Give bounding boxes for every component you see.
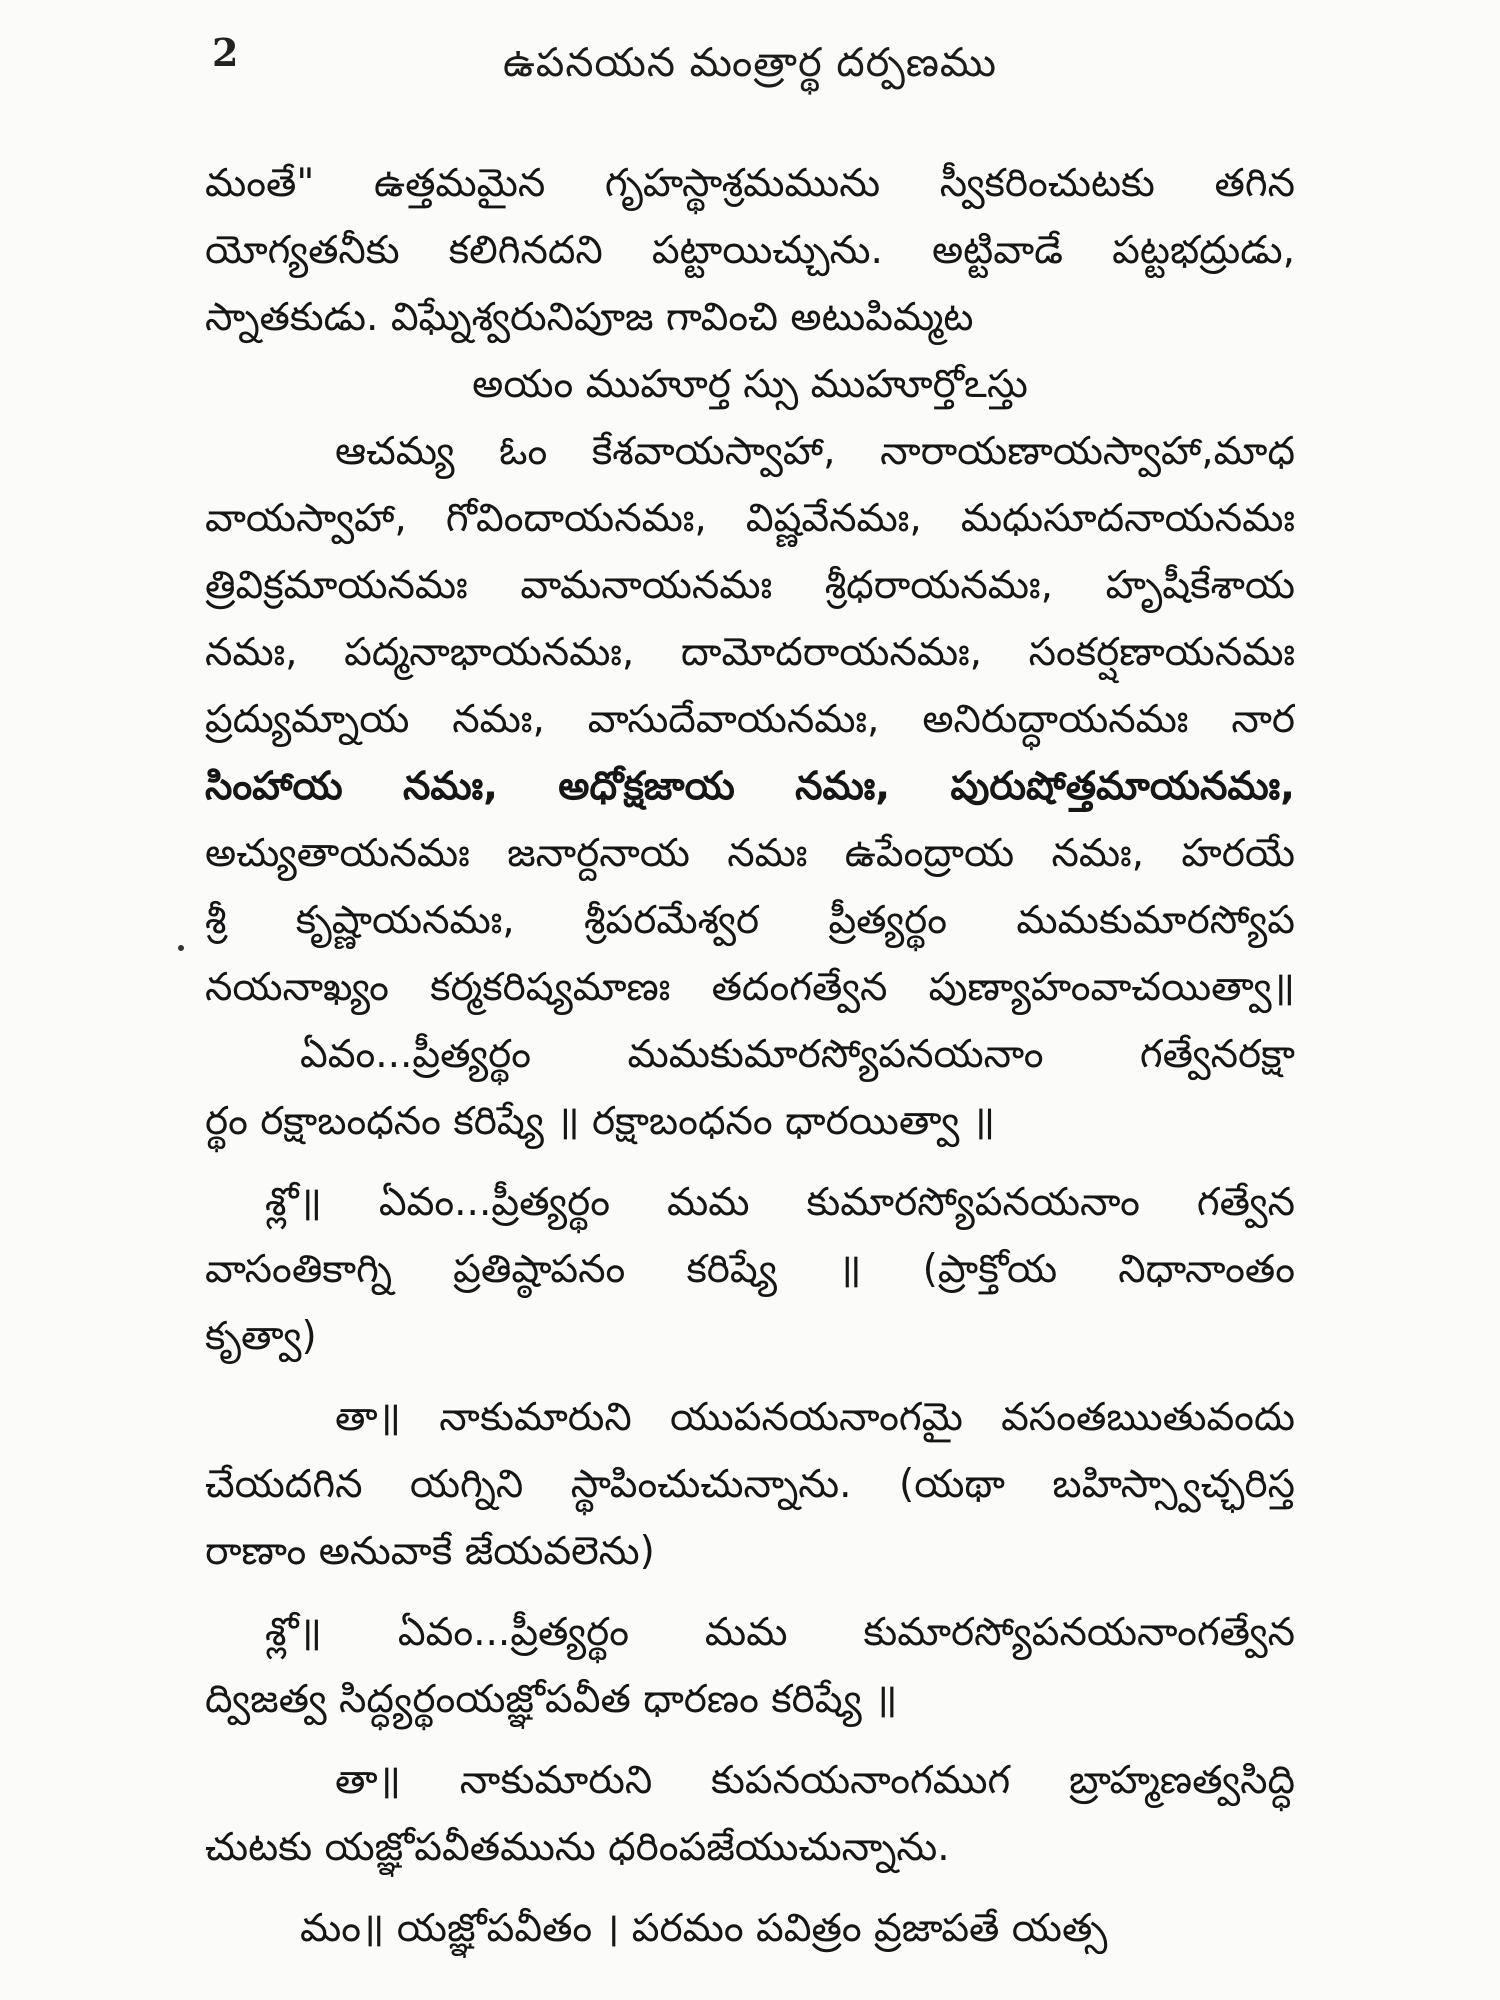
- document-body: [205, 150, 1295, 1962]
- text-line: రాణాం అనువాకే జేయవలెను): [205, 1529, 655, 1574]
- text-line: సింహాయ నమః, అధోక్షజాయ నమః, పురుషోత్తమాయనమః,: [205, 764, 1295, 809]
- running-title: ఉపనయన మంత్రార్థ దర్పణము: [502, 40, 998, 86]
- ink-speck: [178, 945, 184, 951]
- text-line: స్నాతకుడు. విఘ్నేశ్వరునిపూజ గావించి అటుపిమ్మట: [205, 295, 974, 340]
- text-line: వాయస్వాహా, గోవిందాయనమః, విష్ణవేనమః, మధుసూదనాయనమః: [205, 496, 1295, 541]
- text-line: తా॥ నాకుమారుని కుపనయనాంగముగ బ్రాహ్మణత్వసిద్ధి: [335, 1758, 1295, 1803]
- text-line: అచ్యుతాయనమః జనార్దనాయ నమః ఉపేంద్రాయ నమః, హరయే: [205, 831, 1295, 876]
- text-line: మంతే" ఉత్తమమైన గృహస్థాశ్రమమును స్వీకరించుటకు తగిన: [205, 161, 1295, 206]
- text-line: తా॥ నాకుమారుని యుపనయనాంగమై వసంతఋతువందు: [335, 1395, 1295, 1440]
- text-line: చుటకు యజ్ఞోపవీతమును ధరింపజేయుచున్నాను.: [205, 1825, 950, 1870]
- text-line: ఆచమ్య ఓం కేశవాయస్వాహా, నారాయణాయస్వాహా,మాధ: [335, 429, 1295, 474]
- page-number: 2: [212, 30, 239, 75]
- text-line: శ్లో॥ ఏవం...ప్రీత్యర్థం మమ కుమారస్యోపనయనాంగత్వేన: [265, 1610, 1295, 1655]
- text-line: మం॥ యజ్ఞోపవీతం । పరమం పవిత్రం వ్రజాపతే యత్స: [300, 1906, 1108, 1951]
- paragraph-gap: [205, 1733, 1295, 1747]
- paragraph-gap: [205, 1370, 1295, 1384]
- text-line: అయం ముహూర్త స్సు ముహూర్తోఽస్తు: [472, 362, 1028, 407]
- text-line: ర్థం రక్షాబంధనం కరిష్యే ॥ రక్షాబంధనం ధారయిత్వా ॥: [205, 1099, 996, 1144]
- text-line: నయనాఖ్యం కర్మకరిష్యమాణః తదంగత్వేన పుణ్యాహంవాచయిత్వా॥: [205, 965, 1295, 1010]
- text-line: కృత్వా): [205, 1314, 317, 1359]
- text-line: వాసంతికాగ్ని ప్రతిష్ఠాపనం కరిష్యే ॥ (ప్రాక్తోయ నిధానాంతం: [205, 1247, 1295, 1292]
- text-line: శ్లో॥ ఏవం...ప్రీత్యర్థం మమ కుమారస్యోపనయనాం గత్వేన: [265, 1180, 1295, 1225]
- text-line: చేయదగిన యగ్నిని స్థాపించుచున్నాను. (యథా బహిస్స్వాచ్ఛరిస్త: [205, 1462, 1295, 1507]
- text-line: శ్రీ కృష్ణాయనమః, శ్రీపరమేశ్వర ప్రీత్యర్థం మమకుమారస్యోప: [205, 898, 1295, 943]
- text-line: ద్విజత్వ సిద్ధ్యర్థంయజ్ఞోపవీత ధారణం కరిష్యే ॥: [205, 1677, 898, 1722]
- paragraph-gap: [205, 1155, 1295, 1169]
- paragraph-gap: [205, 1585, 1295, 1599]
- text-line: నమః, పద్మనాభాయనమః, దామోదరాయనమః, సంకర్షణాయనమః: [205, 630, 1295, 675]
- text-line: ప్రద్యుమ్నాయ నమః, వాసుదేవాయనమః, అనిరుద్ధాయనమః నార: [205, 697, 1295, 742]
- text-line: ఏవం...ప్రీత్యర్థం మమకుమారస్యోపనయనాం గత్వేనరక్షా: [300, 1032, 1295, 1077]
- text-line: యోగ్యతనీకు కలిగినదని పట్టాయిచ్చును. అట్టివాడే పట్టభద్రుడు,: [205, 228, 1295, 273]
- paragraph-gap: [205, 1881, 1295, 1895]
- text-line: త్రివిక్రమాయనమః వామనాయనమః శ్రీధరాయనమః, హృషీకేశాయ: [205, 563, 1295, 608]
